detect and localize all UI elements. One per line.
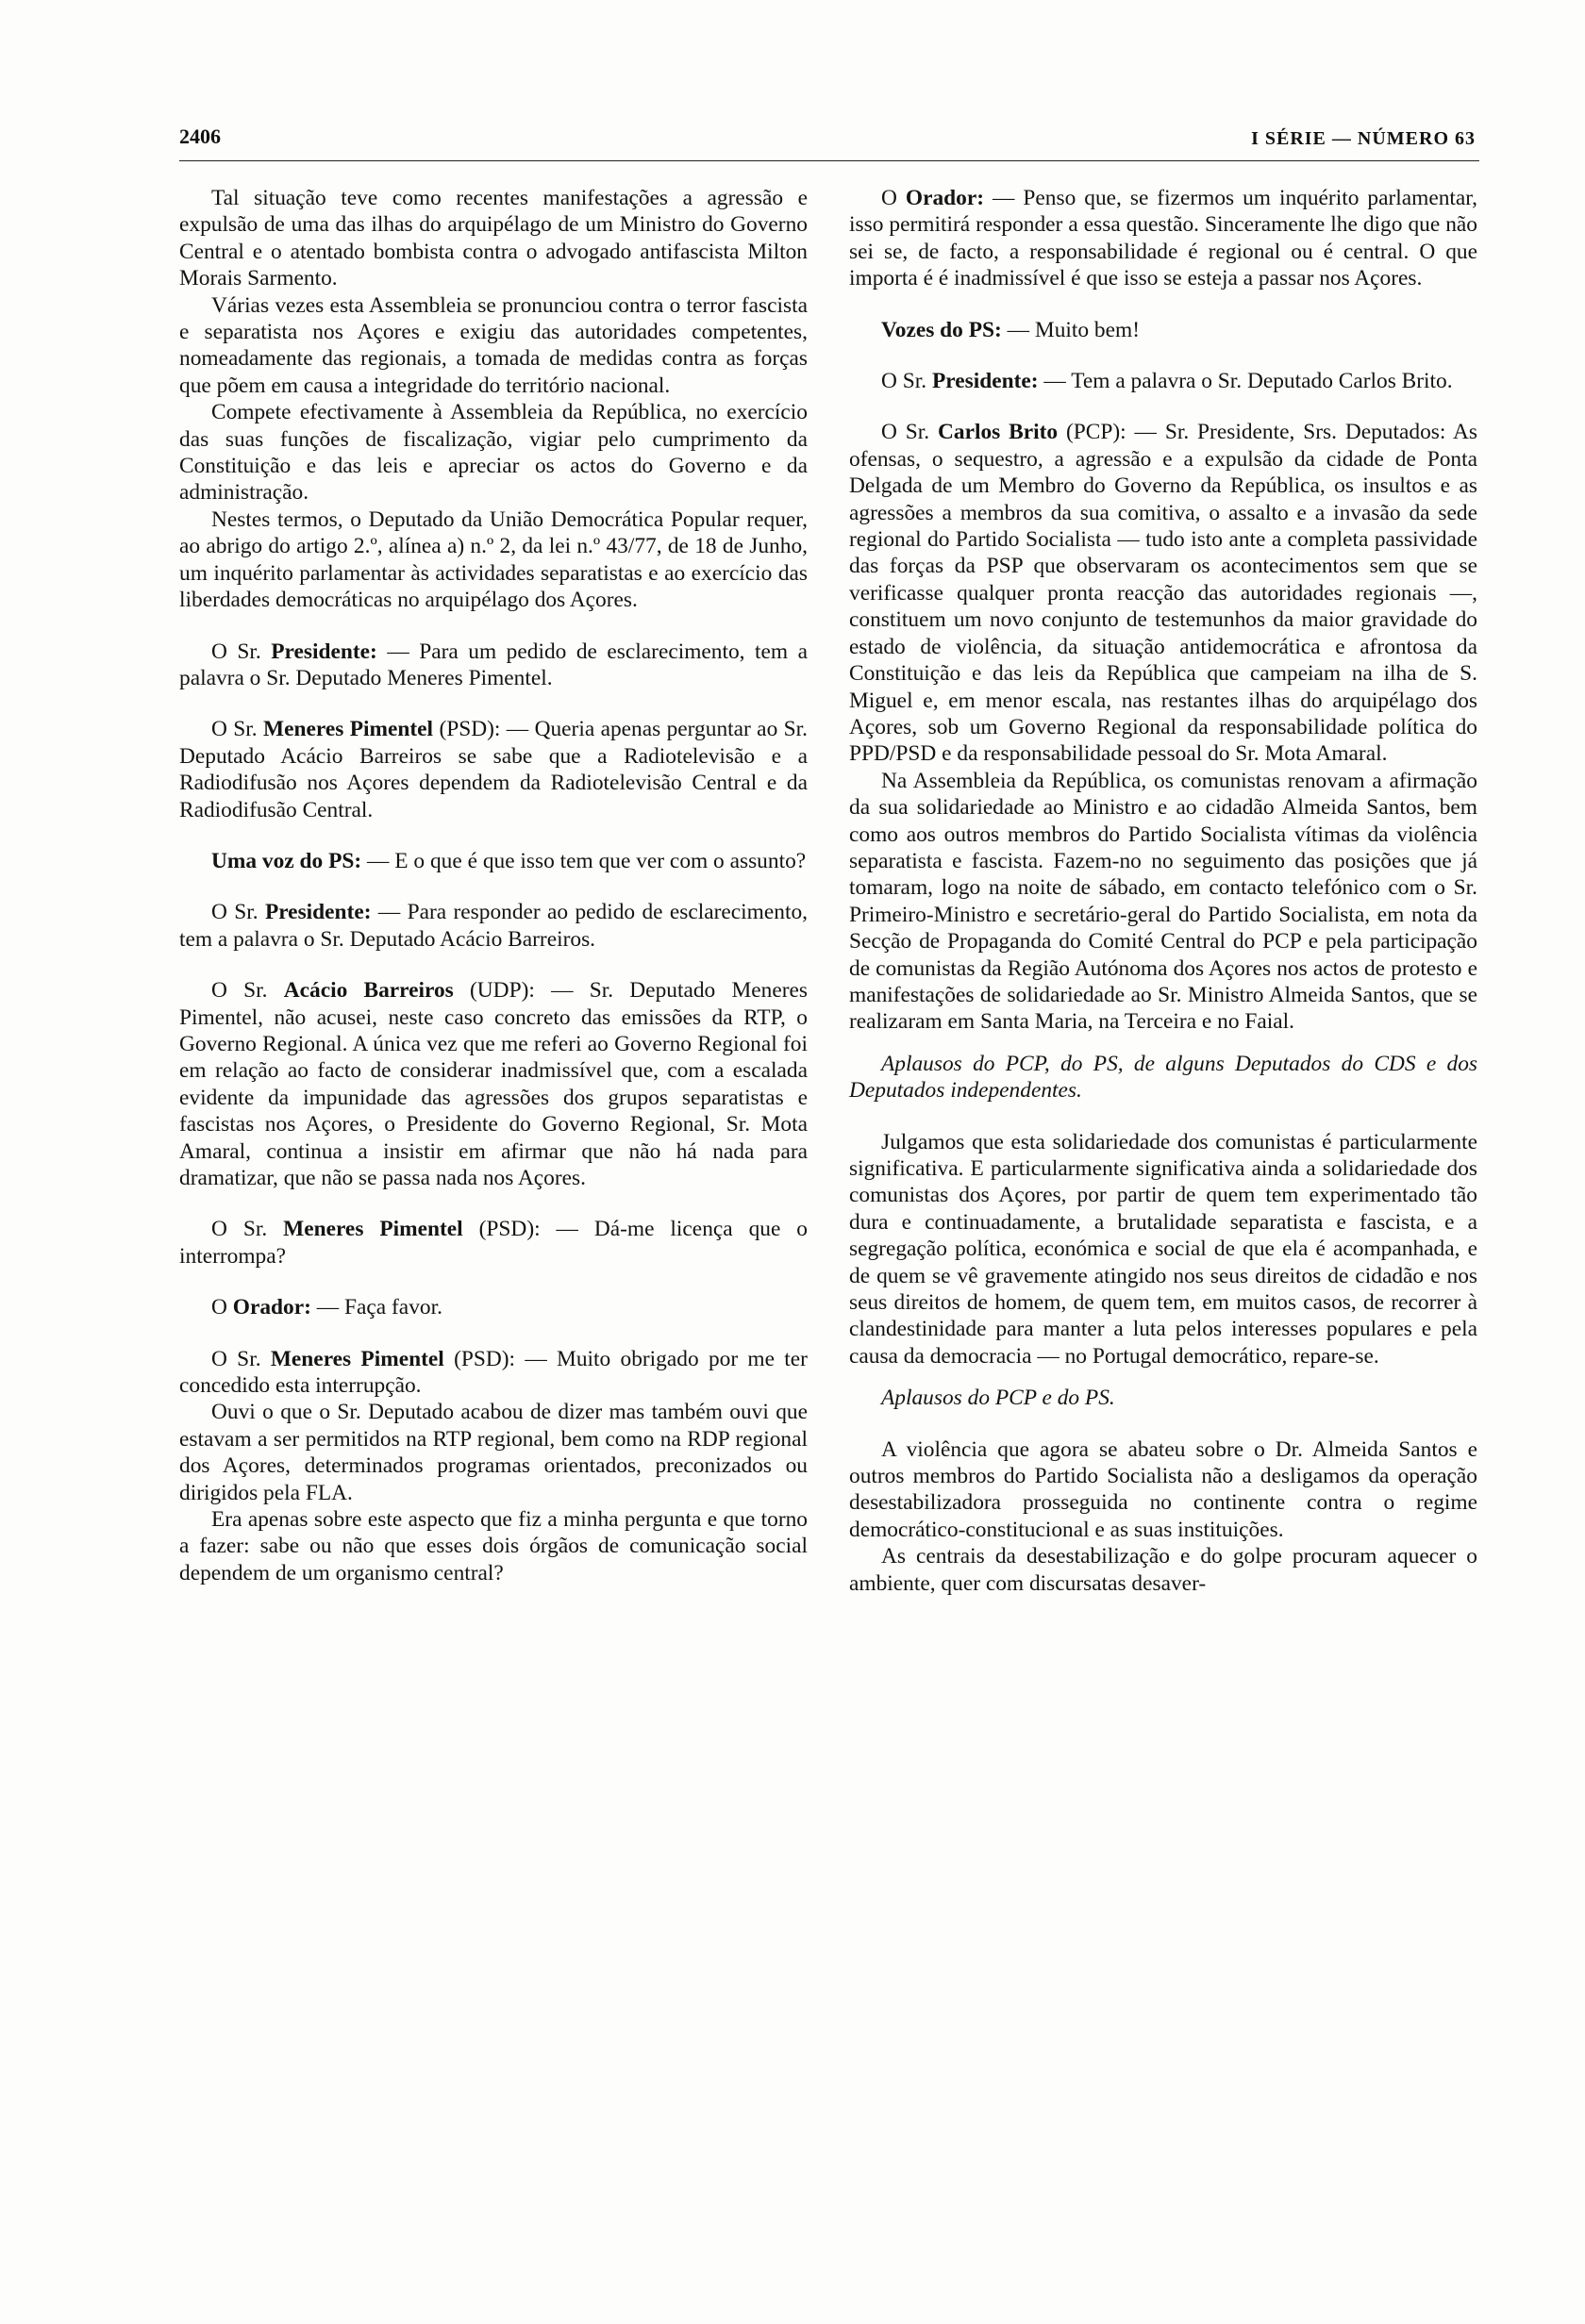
- speaker-name: Carlos Brito: [938, 420, 1059, 445]
- paragraph: Tal situação teve como recentes manifestações a agressão e expulsão de uma das ilhas do arquipélago de um Ministro do Governo Central e o atentado bombista contra o advogado antifascista Milton Morais Sarmento.: [179, 186, 808, 291]
- speaker-name: Presidente:: [931, 369, 1039, 394]
- speech-paragraph: [179, 1294, 808, 1320]
- speaker-name: Vozes do PS:: [881, 317, 1002, 342]
- speech-paragraph: [849, 368, 1477, 394]
- paragraph: Compete efectivamente à Assembleia da República, no exercício das suas funções de fiscalização, vigiar pelo cumprimento da Constituição e das leis e apreciar os actos do Governo e da administração.: [179, 400, 808, 506]
- paragraph: Era apenas sobre este aspecto que fiz a minha pergunta e que torno a fazer: sabe ou não que esses dois órgãos de comunicação social dependem de um organismo central?: [179, 1507, 808, 1585]
- series-label: I SÉRIE — NÚMERO 63: [1251, 128, 1476, 149]
- speaker-name: Meneres Pimentel: [283, 1217, 463, 1242]
- speech-text: — Tem a palavra o Sr. Deputado Carlos Brito.: [1043, 369, 1453, 394]
- right-column: [849, 185, 1477, 1597]
- speech-paragraph: [179, 639, 808, 692]
- left-column: [179, 185, 808, 1586]
- paragraph: A violência que agora se abateu sobre o Dr. Almeida Santos e outros membros do Partido Socialista não a desligamos da operação desestabilizadora prosseguida no continente contra o regime democrático-constitucional e as suas instituições.: [849, 1436, 1477, 1542]
- speaker-prefix: O Sr.: [881, 420, 930, 445]
- page-number: 2406: [179, 124, 221, 148]
- paragraph: Nestes termos, o Deputado da União Democrática Popular requer, ao abrigo do artigo 2.º, alínea a) n.º 2, da lei n.º 43/77, de 18 de Junho, um inquérito parlamentar às actividades separatistas e ao exercício das liberdades democráticas no arquipélago dos Açores.: [179, 506, 808, 613]
- speaker-prefix: O Sr.: [211, 1346, 261, 1371]
- speech-text: — Faça favor.: [316, 1295, 442, 1320]
- speaker-prefix: O Sr.: [211, 717, 258, 742]
- paragraph: As centrais da desestabilização e do golpe procuram aquecer o ambiente, quer com discursatas desaver-: [849, 1544, 1477, 1596]
- paragraph: Julgamos que esta solidariedade dos comunistas é particularmente significativa. E particularmente significativa ainda a solidariedade dos comunistas dos Açores, por partir de quem tem experimentado tão dura e continuadamente, a brutalidade separatista e fascista, e a segregação política, económica e social de que ela é acompanhada, e de quem se vê gravemente atingido nos seus direitos de cidadão e nos seus direitos de homem, de quem tem, em muitos casos, de recorrer à clandestinidade para manter a luta pelos interesses populares e pela causa da democracia — no Portugal democrático, repare-se.: [849, 1129, 1477, 1369]
- speech-text: (PSD): — Dá-me licença que o interrompa?: [179, 1217, 808, 1269]
- speech-text: — Para um pedido de esclarecimento, tem a palavra o Sr. Deputado Meneres Pimentel.: [179, 639, 808, 690]
- speech-paragraph: [179, 899, 808, 953]
- speaker-prefix: O Sr.: [211, 1217, 268, 1242]
- speech-paragraph: [849, 185, 1477, 292]
- speech-paragraph: [179, 1346, 808, 1400]
- speech-paragraph: [179, 848, 808, 874]
- speaker-name: Uma voz do PS:: [211, 848, 362, 873]
- speaker-name: Acácio Barreiros: [283, 978, 454, 1004]
- speech-text: — Penso que, se fizermos um inquérito parlamentar, isso permitirá responder a essa questão. Sinceramente lhe digo que não sei se, de facto, a responsabilidade é regional ou é central. O que importa é é inadmissível é que isso se esteja a passar nos Açores.: [849, 186, 1477, 291]
- page-header: [179, 121, 1479, 161]
- speaker-prefix: O: [881, 186, 897, 210]
- speaker-prefix: O Sr.: [211, 900, 259, 925]
- applause-note: Aplausos do PCP e do PS.: [881, 1386, 1115, 1411]
- speech-text: — Para responder ao pedido de esclarecimento, tem a palavra o Sr. Deputado Acácio Barreiros.: [179, 900, 808, 952]
- speech-text: — Muito bem!: [1007, 317, 1140, 342]
- speech-text: (PSD): — Muito obrigado por me ter concedido esta interrupção.: [179, 1346, 808, 1399]
- speech-paragraph: [179, 977, 808, 1191]
- paragraph: Ouvi o que o Sr. Deputado acabou de dizer mas também ouvi que estavam a ser permitidos na RTP regional, bem como na RDP regional dos Açores, determinados programas orientados, preconizados ou dirigidos pela FLA.: [179, 1400, 808, 1505]
- speaker-prefix: O Sr.: [211, 978, 268, 1004]
- speech-text: — E o que é que isso tem que ver com o assunto?: [367, 848, 807, 873]
- speech-paragraph: [849, 419, 1477, 767]
- speaker-prefix: O Sr.: [881, 369, 927, 394]
- speaker-name: Presidente:: [264, 900, 372, 925]
- speech-text: (PCP): — Sr. Presidente, Srs. Deputados: As ofensas, o sequestro, a agressão e a expulsão da cidade de Ponta Delgada de um Membro do Governo da República, os insultos e as agressões a membros da sua comitiva, o assalto e a invasão da sede regional do Partido Socialista — tudo isto ante a completa passividade das forças da PSP que observaram os acontecimentos sem que se verificasse qualquer pronta reacção das autoridades regionais —, constituem um novo conjunto de testemunhos da maior gravidade do estado de violência, da situação antidemocrática e afrontosa da Constituição e das leis da República que campeiam na ilha de S. Miguel e, em menor escala, nas restantes ilhas do arquipélago dos Açores, sob um Governo Regional da responsabilidade política do PPD/PSD e da responsabilidade pessoal do Sr. Mota Amaral.: [849, 420, 1477, 767]
- speech-paragraph: [179, 1216, 808, 1270]
- speaker-name: Orador:: [232, 1295, 311, 1320]
- speech-paragraph: [849, 317, 1477, 343]
- speaker-name: Orador:: [905, 186, 985, 210]
- speaker-name: Meneres Pimentel: [270, 1346, 444, 1371]
- paragraph: Várias vezes esta Assembleia se pronunciou contra o terror fascista e separatista nos Açores e exigiu das autoridades competentes, nomeadamente das regionais, a tomada de medidas contra as forças que põem em causa a integridade do território nacional.: [179, 292, 808, 398]
- speaker-prefix: O: [211, 1295, 227, 1320]
- speech-text: (PSD): — Queria apenas perguntar ao Sr. Deputado Acácio Barreiros se sabe que a Radiotelevisão e a Radiodifusão nos Açores dependem da Radiotelevisão Central e da Radiodifusão Central.: [179, 717, 808, 822]
- paragraph: Na Assembleia da República, os comunistas renovam a afirmação da sua solidariedade ao Ministro e ao cidadão Almeida Santos, bem como aos outros membros do Partido Socialista vítimas da violência separatista e fascista. Fazem-no no seguimento das posições que já tomaram, logo na noite de sábado, em contacto telefónico com o Sr. Primeiro-Ministro e secretário-geral do Partido Socialista, em nota da Secção de Propaganda do Comité Central do PCP e pela participação de comunistas da Região Autónoma dos Açores nos actos de protesto e manifestações de solidariedade ao Sr. Ministro Almeida Santos, que se realizaram em Santa Maria, na Terceira e no Faial.: [849, 768, 1477, 1035]
- speech-paragraph: [179, 716, 808, 823]
- speaker-name: Presidente:: [271, 639, 377, 664]
- speaker-name: Meneres Pimentel: [263, 717, 434, 742]
- speaker-prefix: O Sr.: [211, 639, 261, 664]
- speech-text: (UDP): — Sr. Deputado Meneres Pimentel, não acusei, neste caso concreto das emissões da RTP, o Governo Regional. A única vez que me referi ao Governo Regional foi em relação ao facto de considerar inadmissível que, com a escalada evidente da impunidade das agressões dos grupos separatistas e fascistas nos Açores, o Presidente do Governo Regional, Sr. Mota Amaral, continua a insistir em afirmar que não há nada para dramatizar, que não se passa nada nos Açores.: [179, 978, 808, 1190]
- applause-note: Aplausos do PCP, do PS, de alguns Deputados do CDS e dos Deputados independentes.: [849, 1051, 1477, 1104]
